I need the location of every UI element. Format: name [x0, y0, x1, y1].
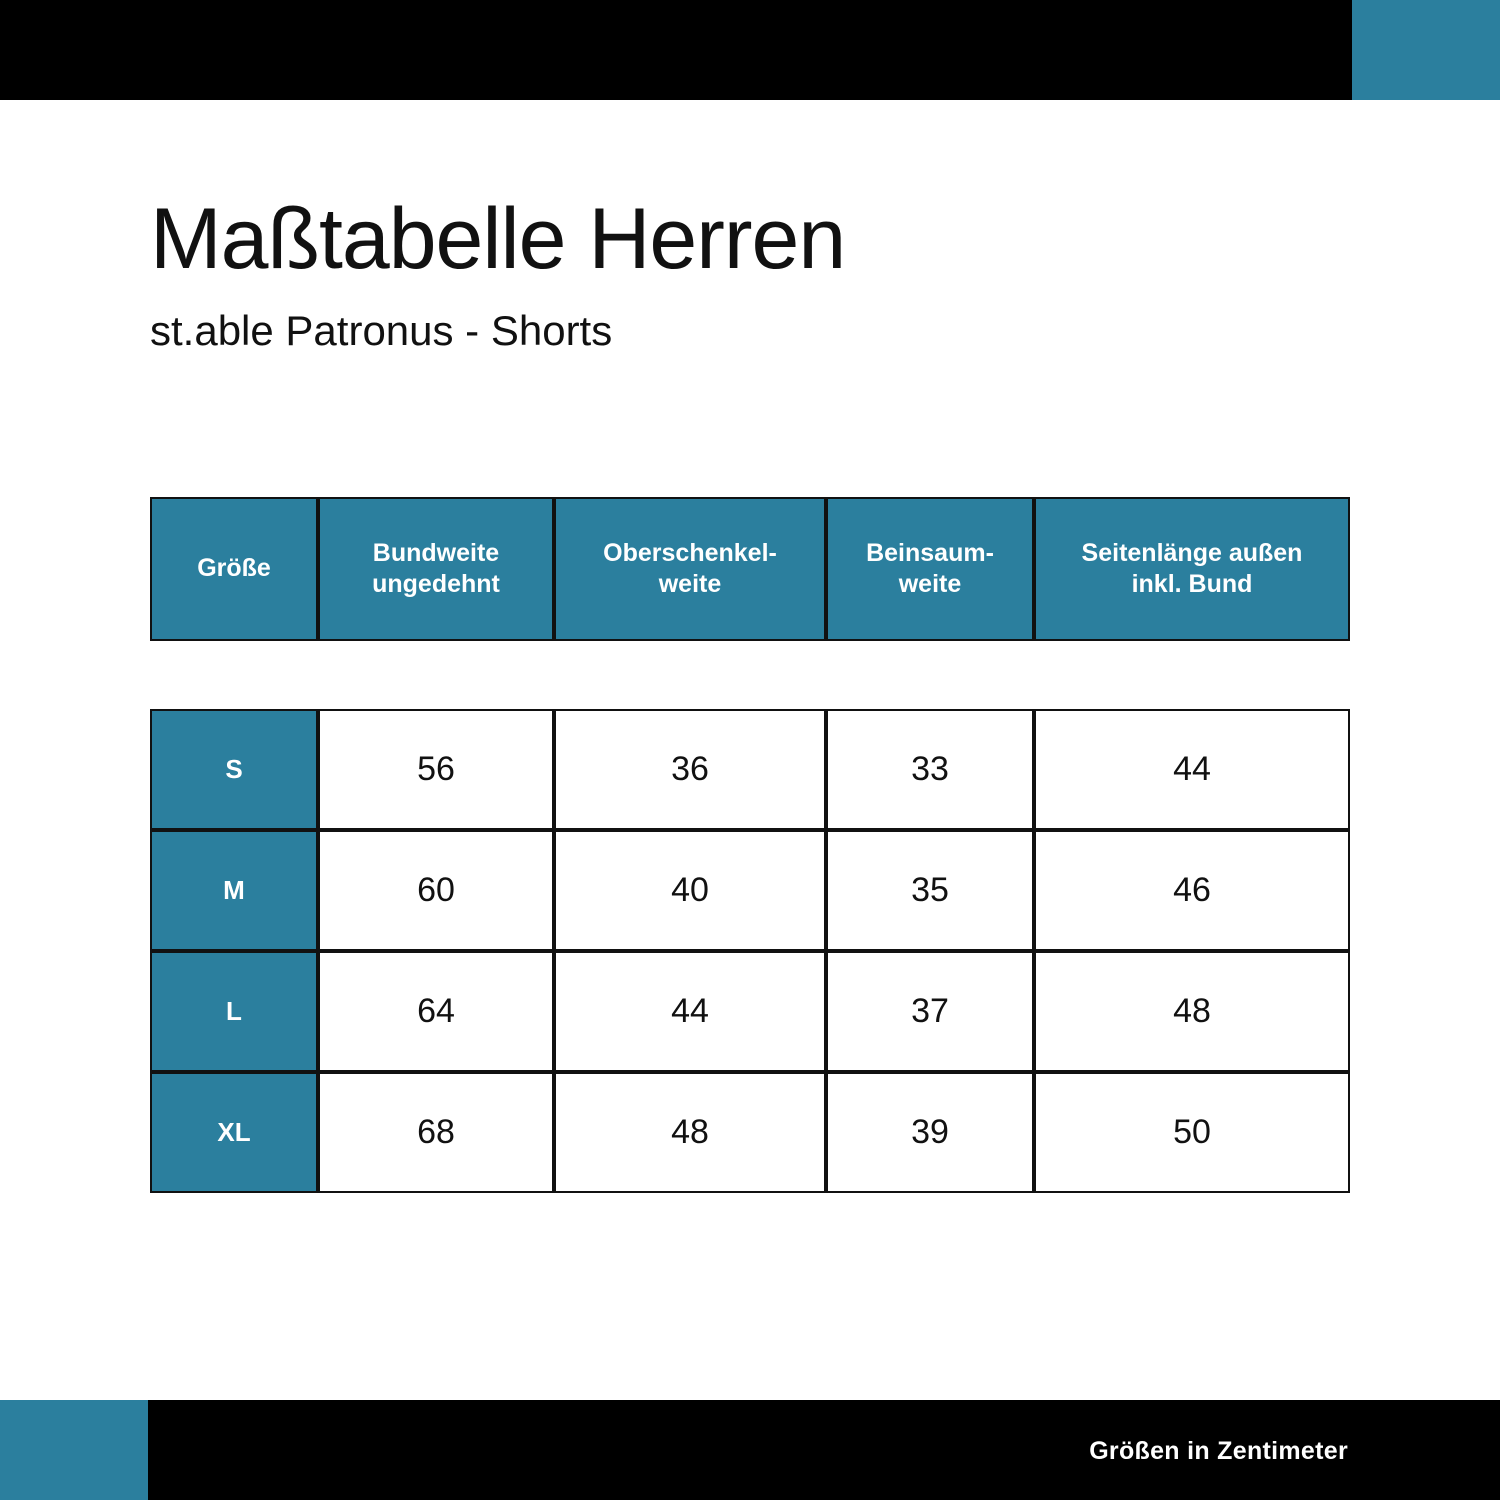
column-header-side-length-line-2: inkl. Bund: [1131, 570, 1253, 598]
cell-waist: 56: [318, 709, 554, 830]
cell-thigh: 40: [554, 830, 826, 951]
cell-waist: 68: [318, 1072, 554, 1193]
cell-thigh: 36: [554, 709, 826, 830]
column-header-waist: [318, 497, 554, 641]
table-row: [150, 709, 1350, 830]
column-header-size-line-1: Größe: [197, 554, 271, 583]
heading-block: [150, 191, 1400, 354]
row-size-label: XL: [150, 1072, 318, 1193]
page-subtitle: st.able Patronus - Shorts: [150, 307, 613, 354]
column-header-thigh-line-1: Oberschenkel-: [603, 538, 777, 567]
table-row: [150, 951, 1350, 1072]
table-row: [150, 830, 1350, 951]
table-gap-row: [150, 641, 1350, 709]
table-header-row: [150, 497, 1350, 641]
cell-thigh: 48: [554, 1072, 826, 1193]
top-black-bar: [0, 0, 1500, 100]
table-body: [150, 641, 1350, 1193]
column-header-thigh: [554, 497, 826, 641]
cell-side-length: 48: [1034, 951, 1350, 1072]
bottom-accent-block: [0, 1400, 148, 1500]
size-table-wrapper: [150, 497, 1350, 1193]
column-header-leg-opening-line-1: Beinsaum-: [866, 538, 994, 567]
cell-side-length: 44: [1034, 709, 1350, 830]
column-header-side-length-line-1: Seitenlänge außen: [1081, 538, 1303, 567]
column-header-leg-opening: [826, 497, 1034, 641]
row-size-label: L: [150, 951, 318, 1072]
table-row: [150, 1072, 1350, 1193]
column-header-thigh-line-2: weite: [658, 570, 722, 598]
column-header-waist-line-2: ungedehnt: [372, 570, 500, 598]
cell-waist: 60: [318, 830, 554, 951]
column-header-waist-line-1: Bundweite: [372, 538, 500, 567]
row-size-label: M: [150, 830, 318, 951]
size-table: [150, 497, 1350, 1193]
page-title: Maßtabelle Herren: [150, 191, 846, 287]
unit-note: Größen in Zentimeter: [1089, 1437, 1348, 1465]
cell-side-length: 50: [1034, 1072, 1350, 1193]
cell-leg-opening: 35: [826, 830, 1034, 951]
cell-leg-opening: 39: [826, 1072, 1034, 1193]
column-header-size: [150, 497, 318, 641]
cell-leg-opening: 37: [826, 951, 1034, 1072]
row-size-label: S: [150, 709, 318, 830]
cell-leg-opening: 33: [826, 709, 1034, 830]
column-header-side-length: [1034, 497, 1350, 641]
top-accent-block: [1352, 0, 1500, 100]
table-gap-cell: [150, 641, 1350, 709]
cell-side-length: 46: [1034, 830, 1350, 951]
cell-thigh: 44: [554, 951, 826, 1072]
cell-waist: 64: [318, 951, 554, 1072]
table-header: [150, 497, 1350, 641]
column-header-leg-opening-line-2: weite: [898, 570, 962, 598]
